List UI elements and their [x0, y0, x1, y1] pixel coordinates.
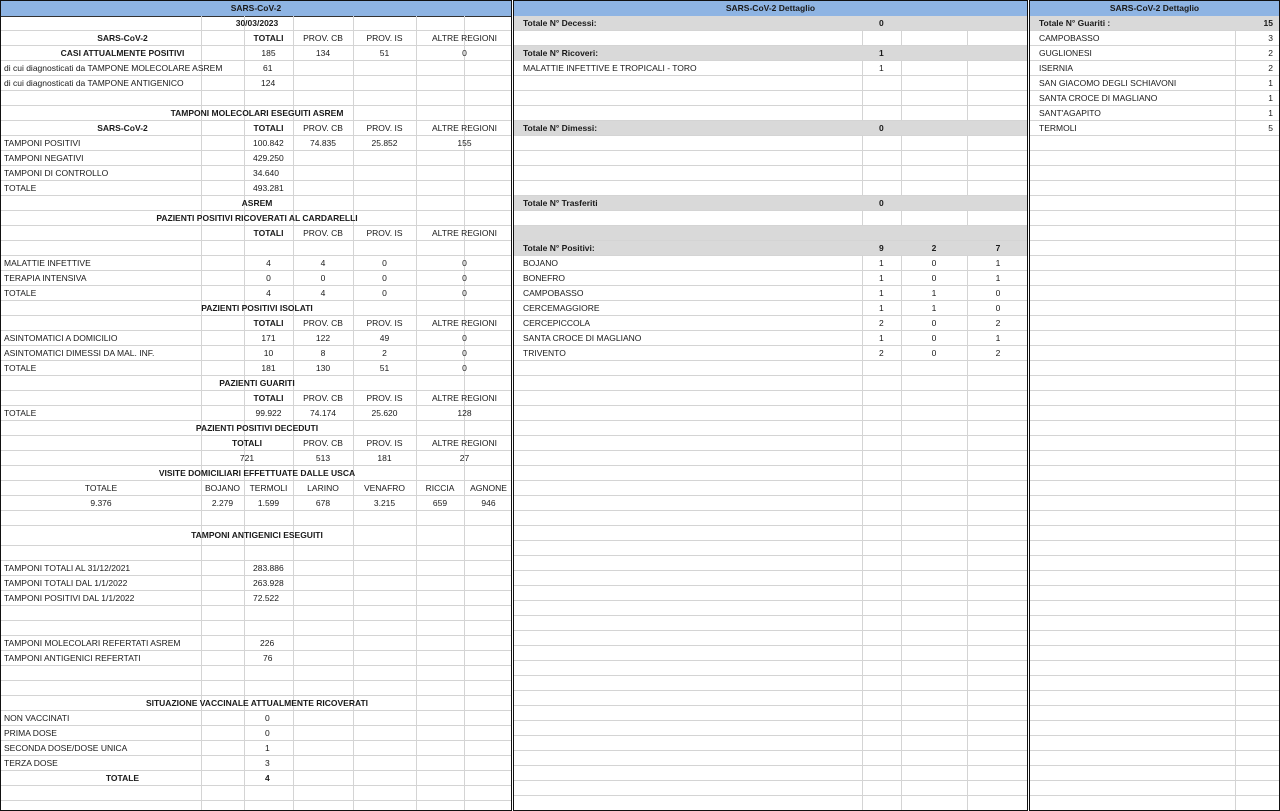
deceduti-title-row: PAZIENTI POSITIVI DECEDUTI: [1, 421, 511, 436]
deceduti-row: 721 513 181 27: [1, 451, 511, 466]
cardarelli-row: TERAPIA INTENSIVA 0 0 0 0: [1, 271, 511, 286]
referti-row: TAMPONI ANTIGENICI REFERTATI 76: [1, 651, 511, 666]
isolati-header-row: TOTALI PROV. CB PROV. IS ALTRE REGIONI: [1, 316, 511, 331]
casi-attualmente-positivi-row: CASI ATTUALMENTE POSITIVI 185 134 51 0: [1, 46, 511, 61]
detail-panel-title: SARS-CoV-2 Dettaglio: [514, 1, 1027, 17]
guariti-comune-row: TERMOLI 5: [1030, 121, 1279, 136]
tamponi-totale-row: TOTALE 493.281: [1, 181, 511, 196]
isolati-title-row: PAZIENTI POSITIVI ISOLATI: [1, 301, 511, 316]
positivi-row: Totale N° Positivi: 9 2 7: [514, 241, 1027, 256]
vaccinale-row: NON VACCINATI 0: [1, 711, 511, 726]
asrem-row: ASREM: [1, 196, 511, 211]
guariti-comune-row: CAMPOBASSO 3: [1030, 31, 1279, 46]
casi-antigenico-row: di cui diagnosticati da TAMPONE ANTIGENICO 124: [1, 76, 511, 91]
vaccinale-row: SECONDA DOSE/DOSE UNICA 1: [1, 741, 511, 756]
dimessi-row: Totale N° Dimessi: 0: [514, 121, 1027, 136]
antigenici-title-row: TAMPONI ANTIGENICI ESEGUITI: [1, 526, 511, 546]
guariti-comune-row: GUGLIONESI 2: [1030, 46, 1279, 61]
deceduti-header-row: TOTALI PROV. CB PROV. IS ALTRE REGIONI: [1, 436, 511, 451]
guariti-comune-row: ISERNIA 2: [1030, 61, 1279, 76]
tamponi-molecolari-title-row: TAMPONI MOLECOLARI ESEGUITI ASREM: [1, 106, 511, 121]
guariti-panel-title: SARS-CoV-2 Dettaglio: [1030, 1, 1279, 17]
guariti-header-row: TOTALI PROV. CB PROV. IS ALTRE REGIONI: [1, 391, 511, 406]
guariti-detail-panel: [1029, 0, 1280, 811]
tamponi-controllo-row: TAMPONI DI CONTROLLO 34.640: [1, 166, 511, 181]
usca-row: 9.376 2.279 1.599 678 3.215 659 946: [1, 496, 511, 511]
guariti-grid: [1030, 16, 1279, 810]
summary-grid: [1, 16, 511, 810]
positivi-detail-row: CAMPOBASSO 1 1 0: [514, 286, 1027, 301]
tamponi-molecolari-header-row: SARS-CoV-2 TOTALI PROV. CB PROV. IS ALTRE REGIONI: [1, 121, 511, 136]
positivi-detail-row: BONEFRO 1 0 1: [514, 271, 1027, 286]
vaccinale-row: TERZA DOSE 3: [1, 756, 511, 771]
isolati-row: ASINTOMATICI DIMESSI DA MAL. INF. 10 8 2 0: [1, 346, 511, 361]
casi-molecolare-row: di cui diagnosticati da TAMPONE MOLECOLARE ASREM 61: [1, 61, 511, 76]
cardarelli-row: MALATTIE INFETTIVE 4 4 0 0: [1, 256, 511, 271]
report-date: 30/03/2023: [235, 18, 279, 28]
usca-title-row: VISITE DOMICILIARI EFFETTUATE DALLE USCA: [1, 466, 511, 481]
antigenici-row: TAMPONI POSITIVI DAL 1/1/2022 72.522: [1, 591, 511, 606]
cardarelli-title-row: PAZIENTI POSITIVI RICOVERATI AL CARDARELLI: [1, 211, 511, 226]
cardarelli-row: TOTALE 4 4 0 0: [1, 286, 511, 301]
summary-panel-title: SARS-CoV-2: [1, 1, 511, 17]
vaccinale-title-row: SITUAZIONE VACCINALE ATTUALMENTE RICOVERATI: [1, 696, 511, 711]
decessi-row: Totale N° Decessi: 0: [514, 16, 1027, 31]
tamponi-positivi-row: TAMPONI POSITIVI 100.842 74.835 25.852 155: [1, 136, 511, 151]
detail-grid: [514, 16, 1027, 810]
positivi-detail-row: CERCEMAGGIORE 1 1 0: [514, 301, 1027, 316]
guariti-comune-row: SANTA CROCE DI MAGLIANO 1: [1030, 91, 1279, 106]
ricoveri-row: Totale N° Ricoveri: 1: [514, 46, 1027, 61]
antigenici-row: TAMPONI TOTALI AL 31/12/2021 283.886: [1, 561, 511, 576]
guariti-comune-row: SAN GIACOMO DEGLI SCHIAVONI 1: [1030, 76, 1279, 91]
isolati-row: ASINTOMATICI A DOMICILIO 171 122 49 0: [1, 331, 511, 346]
guariti-total-row: Totale N° Guariti : 15: [1030, 16, 1279, 31]
vaccinale-row: PRIMA DOSE 0: [1, 726, 511, 741]
positivi-detail-row: CERCEPICCOLA 2 0 2: [514, 316, 1027, 331]
cardarelli-header-row: TOTALI PROV. CB PROV. IS ALTRE REGIONI: [1, 226, 511, 241]
usca-header-row: TOTALE BOJANO TERMOLI LARINO VENAFRO RICCIA AGNONE: [1, 481, 511, 496]
positivi-detail-row: BOJANO 1 0 1: [514, 256, 1027, 271]
referti-row: TAMPONI MOLECOLARI REFERTATI ASREM 226: [1, 636, 511, 651]
ricoveri-detail-row: MALATTIE INFETTIVE E TROPICALI - TORO 1: [514, 61, 1027, 76]
guariti-title-row: PAZIENTI GUARITI: [1, 376, 511, 391]
positivi-detail-row: SANTA CROCE DI MAGLIANO 1 0 1: [514, 331, 1027, 346]
positivi-detail-row: TRIVENTO 2 0 2: [514, 346, 1027, 361]
vaccinale-totale-row: TOTALE 4: [1, 771, 511, 786]
guariti-row: TOTALE 99.922 74.174 25.620 128: [1, 406, 511, 421]
antigenici-row: TAMPONI TOTALI DAL 1/1/2022 263.928: [1, 576, 511, 591]
isolati-row: TOTALE 181 130 51 0: [1, 361, 511, 376]
guariti-comune-row: SANT'AGAPITO 1: [1030, 106, 1279, 121]
detail-panel: [513, 0, 1028, 811]
date-row: [1, 16, 511, 31]
summary-panel: [0, 0, 512, 811]
tamponi-negativi-row: TAMPONI NEGATIVI 429.250: [1, 151, 511, 166]
casi-header-row: SARS-CoV-2 TOTALI PROV. CB PROV. IS ALTRE REGIONI: [1, 31, 511, 46]
trasferiti-row: Totale N° Trasferiti 0: [514, 196, 1027, 211]
